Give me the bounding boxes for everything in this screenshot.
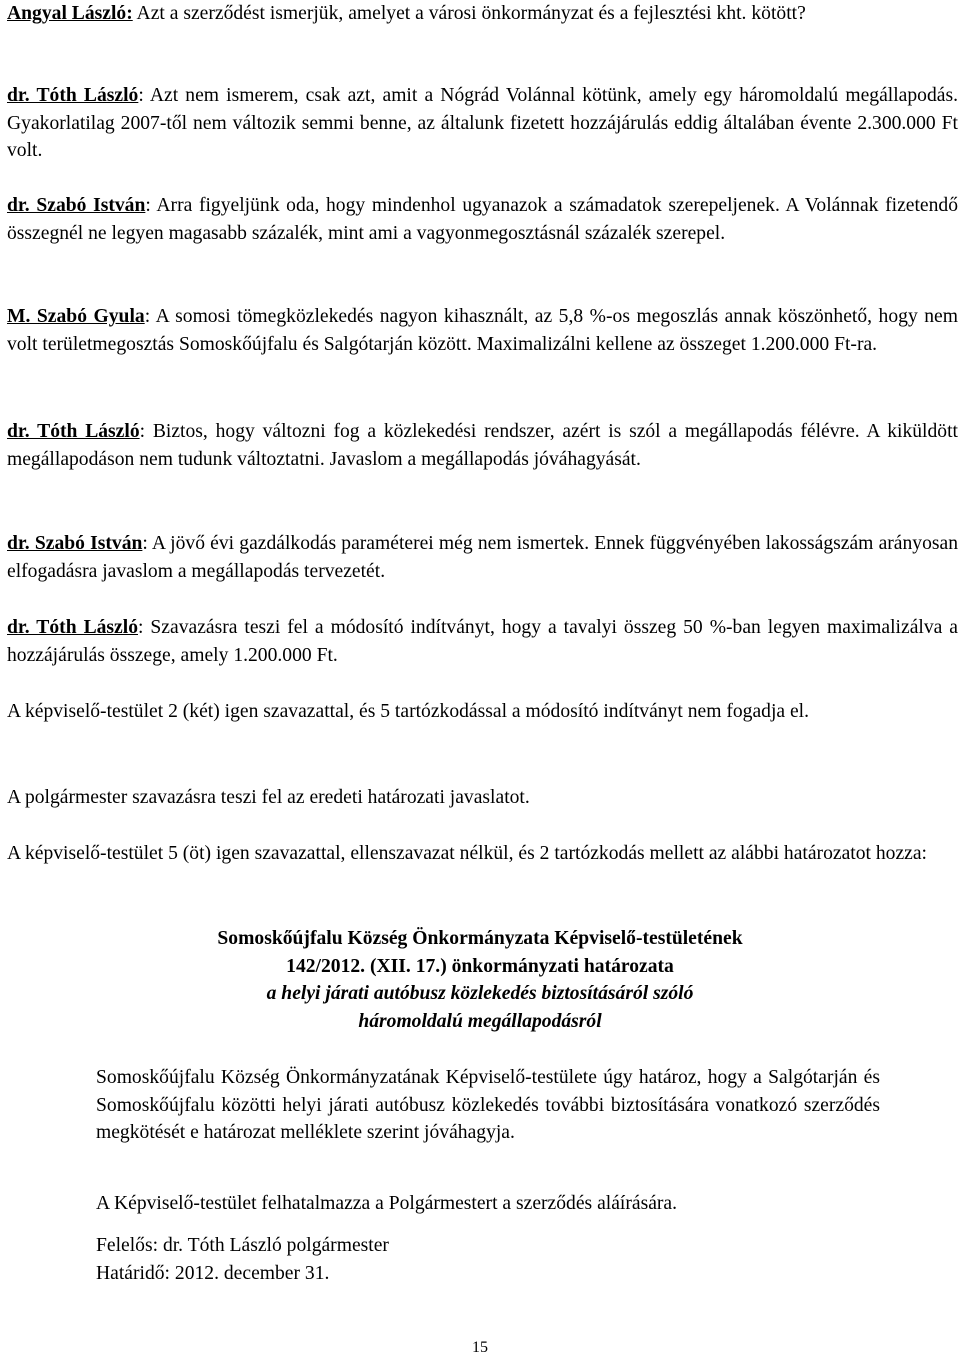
resolution-authorization: A Képviselő-testület felhatalmazza a Polgármestert a szerződés aláírására. [96,1193,678,1214]
speaker-name: dr. Tóth László [7,617,138,638]
resolution-deadline: Határidő: 2012. december 31. [96,1263,330,1284]
speech-paragraph [7,530,958,585]
mayor-vote-call: A polgármester szavazásra teszi fel az eredeti határozati javaslatot. [7,787,530,808]
resolution-number: 142/2012. (XII. 17.) önkormányzati határozata [286,955,674,977]
speech-paragraph [7,303,958,358]
speech-paragraph [7,0,958,28]
speaker-name: dr. Tóth László [7,85,139,106]
speaker-name: Angyal László: [7,3,133,24]
resolution-title-line: Somoskőújfalu Község Önkormányzata Képviselő-testületének [217,928,743,949]
speech-text: : Azt nem ismerem, csak azt, amit a Nógrád Volánnal kötünk, amely egy háromoldalú megállapodás. Gyakorlatilag 2007-től nem változik semmi benne, az általunk fizetett hozzájárulás eddig általában évente 2.300.000 Ft volt. [7,85,958,161]
page-number: 15 [472,1339,488,1356]
speech-paragraph [7,418,958,473]
vote-result-accepted: A képviselő-testület 5 (öt) igen szavazattal, ellenszavazat nélkül, és 2 tartózkodás mellett az alábbi határozatot hozza: [7,843,927,864]
resolution-subject: a helyi járati autóbusz közlekedés biztosításáról szóló [266,983,694,1004]
speech-text: : Biztos, hogy változni fog a közlekedési rendszer, azért is szól a megállapodás félévre. A kiküldött megállapodáson nem tudunk változtatni. Javaslom a megállapodás jóváhagyását. [7,421,958,470]
speech-paragraph [7,614,958,669]
speech-text: : Szavazásra teszi fel a módosító indítványt, hogy a tavalyi összeg 50 %-ban legyen maximalizálva a hozzájárulás összege, amely 1.200.000 Ft. [7,617,958,666]
speech-text: : A jövő évi gazdálkodás paraméterei még nem ismertek. Ennek függvényében lakosságszám arányosan elfogadásra javaslom a megállapodás tervezetét. [7,533,958,582]
resolution-subject: háromoldalú megállapodásról [358,1010,602,1032]
vote-result-rejected: A képviselő-testület 2 (két) igen szavazattal, és 5 tartózkodással a módosító indítványt nem fogadja el. [7,701,810,722]
speech-paragraph [7,192,958,247]
speech-paragraph [7,82,958,165]
speaker-name: dr. Tóth László [7,421,140,442]
speaker-name: M. Szabó Gyula [7,306,145,327]
resolution-title [0,925,960,1035]
speech-text: Azt a szerződést ismerjük, amelyet a városi önkormányzat és a fejlesztési kht. kötött? [132,3,806,24]
speech-text: : Arra figyeljünk oda, hogy mindenhol ugyanazok a számadatok szerepeljenek. A Volánnak fizetendő összegnél ne legyen magasabb százalék, mint ami a vagyonmegosztásnál százalék szerepel. [7,195,959,244]
speaker-name: dr. Szabó István [7,533,143,554]
speech-text: : A somosi tömegközlekedés nagyon kihasznált, az 5,8 %-os megoszlás annak köszönhető, hogy nem volt területmegosztás Somoskőújfalu és Salgótarján között. Maximalizálni kellene az összeget 1.200.000 Ft-ra. [7,306,958,355]
resolution-responsible: Felelős: dr. Tóth László polgármester [96,1235,389,1256]
resolution-body: Somoskőújfalu Község Önkormányzatának Képviselő-testülete úgy határoz, hogy a Salgótarján és Somoskőújfalu közötti helyi járati autóbusz közlekedés további biztosítására vonatkozó szerződés megkötését e határozat melléklete szerint jóváhagyja. [96,1067,880,1143]
speaker-name: dr. Szabó István [7,195,146,216]
